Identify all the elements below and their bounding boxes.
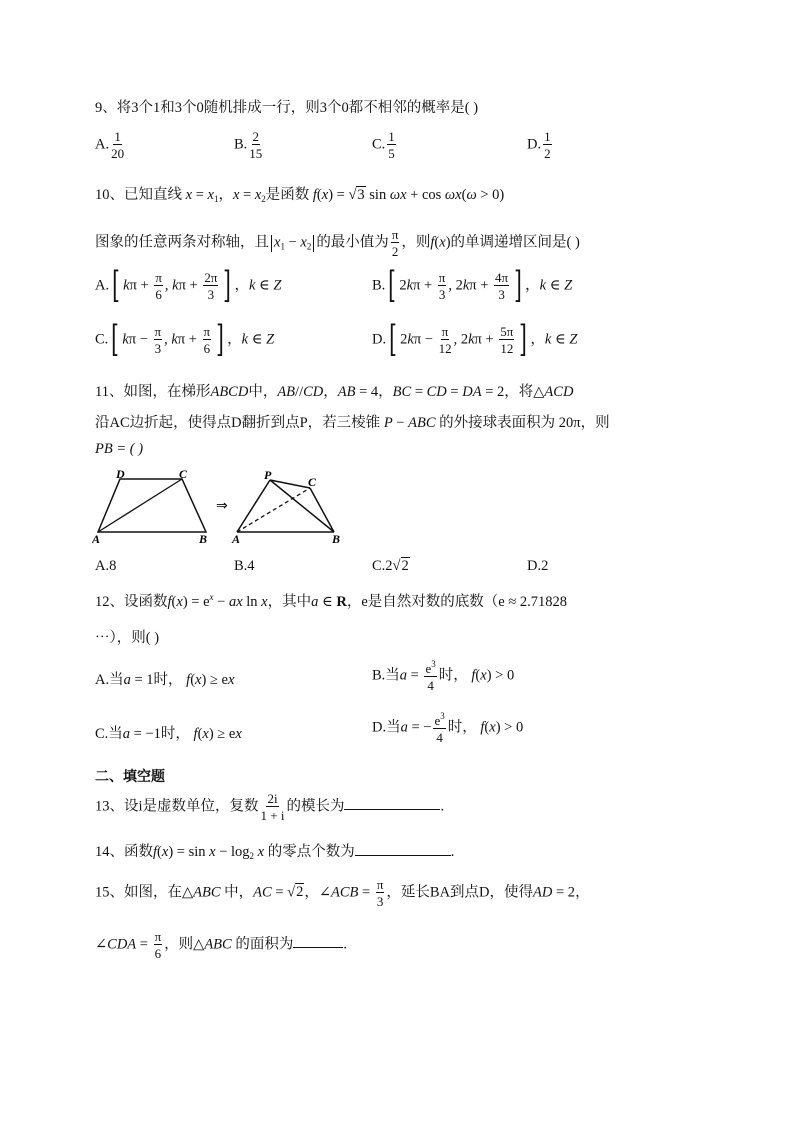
label-a2: A (232, 532, 241, 545)
q15-answer-blank[interactable] (293, 947, 343, 948)
q10-option-a[interactable]: A.[ kπ + $\frac{\pi}{6}$ , kπ + $\frac{2\pi}{3}$ ] ，k ∈ Z (95, 265, 282, 306)
fold-arrow: ⇒ (216, 498, 228, 514)
q12-line1: 12、设函数$f(x) = e^x$ − ax ln x，其中a ∈ R，e是自然对数的底数（e ≈ 2.71828 (95, 592, 568, 610)
q10-option-c[interactable]: C.[ kπ − $\frac{\pi}{3}$ , kπ + $\frac{\pi}{6}$ ] ，k ∈ Z (95, 319, 275, 360)
q11-line3: PB = ( ) (95, 441, 144, 457)
q13-answer-blank[interactable] (344, 809, 440, 810)
q11-figure (92, 470, 352, 545)
q10-option-b[interactable]: B.[ 2kπ + $\frac{\pi}{3}$ , 2kπ + $\frac{4\pi}{3}$ ] ，k ∈ Z (372, 265, 573, 306)
q10-line1: 10、已知直线 $x = x_1$，$x = x_2$是函数 f(x) = √3 sin ωx + cos ωx(ω > 0) (95, 187, 505, 204)
trapezoid-abcd (98, 479, 206, 532)
label-p: P (264, 470, 272, 482)
diagonal-ac (98, 479, 182, 532)
q15-line1: 15、如图，在△ABC 中，AC = √2，∠ACB = $\frac{\pi}{3}$ ，延长BA到点D，使得AD = 2， (95, 877, 590, 909)
q15-line2: ∠CDA = $\frac{\pi}{6}$ ，则△ABC 的面积为 . (95, 929, 347, 961)
q14-answer-blank[interactable] (355, 855, 451, 856)
q11-line2: 沿AC边折起，使得点D翻折到点P，若三棱锥 P − ABC 的外接球表面积为 20π，则 (95, 415, 610, 431)
q11-option-a[interactable]: A.8 (95, 558, 117, 574)
q14: 14、函数$f(x) = \sin x - \log_2 x$ 的零点个数为 . (95, 844, 455, 861)
q10-line2: 图象的任意两条对称轴，且 $x_1 - x_2$ 的最小值为 $\frac{\pi}{2}$ ，则f(x)的单调递增区间是( ) (95, 227, 580, 259)
q9-option-c[interactable]: C. $\frac{1}{5}$ (372, 129, 395, 161)
q13: 13、设i是虚数单位，复数 $\frac{2i}{1 + i}$ 的模长为 . (95, 791, 445, 823)
q11-option-c[interactable]: C.2√2 (372, 558, 409, 574)
section-title: 二、填空题 (95, 769, 165, 785)
q11-option-d[interactable]: D.2 (527, 558, 549, 574)
q12-line2: ⋯），则( ) (95, 630, 160, 646)
label-a: A (92, 532, 101, 545)
q12-option-c[interactable]: C.当a = −1时， f(x) ≥ ex (95, 726, 242, 742)
q12-option-a[interactable]: A.当a = 1时， f(x) ≥ ex (95, 672, 235, 688)
q10-option-d[interactable]: D.[ 2kπ − $\frac{\pi}{12}$ , 2kπ + $\frac{5\pi}{12}$ ] ，k ∈ Z (372, 319, 578, 360)
q11-line1: 11、如图，在梯形ABCD中，AB//CD，AB = 4，BC = CD = DA = 2，将△ACD (95, 384, 574, 400)
q9-option-a[interactable]: A. $\frac{1}{20}$ (95, 129, 125, 161)
label-c2: C (308, 475, 317, 489)
q11-option-b[interactable]: B.4 (234, 558, 255, 574)
q12-option-d[interactable]: D.当a = − $\frac{e^3}{4}$ 时， f(x) > 0 (372, 711, 524, 745)
label-c: C (179, 470, 188, 481)
label-d: D (116, 470, 125, 481)
q12-option-b[interactable]: B.当a = $\frac{e^3}{4}$ 时， f(x) > 0 (372, 659, 515, 693)
q9-option-d[interactable]: D. $\frac{1}{2}$ (527, 129, 551, 161)
label-b2: B (332, 532, 341, 545)
q9-option-b[interactable]: B. $\frac{2}{15}$ (234, 129, 263, 161)
q9-stem: 9、将3个1和3个0随机排成一行，则3个0都不相邻的概率是( ) (95, 100, 479, 116)
label-b: B (199, 532, 208, 545)
